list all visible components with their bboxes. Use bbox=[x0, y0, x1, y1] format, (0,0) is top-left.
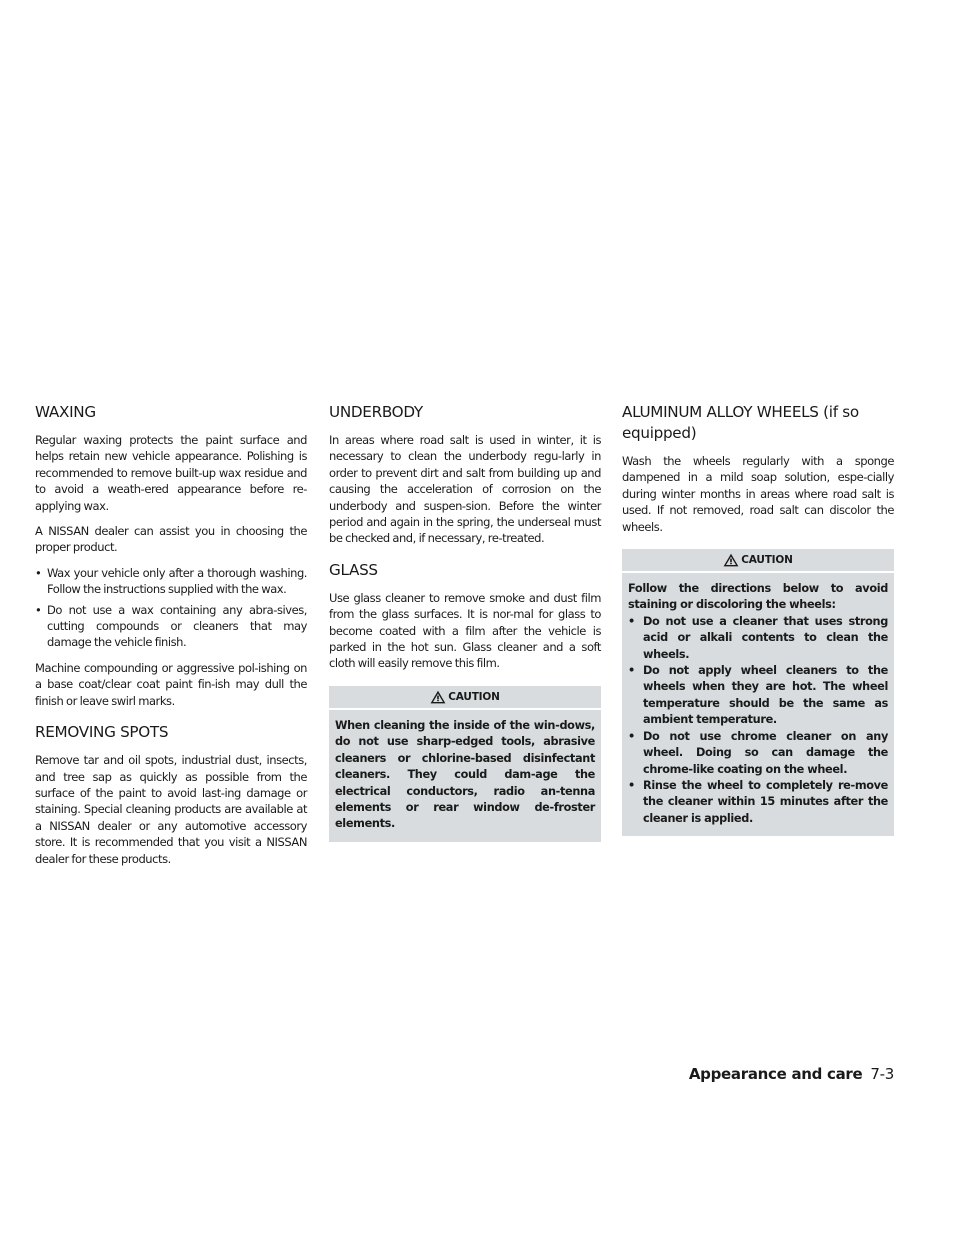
section-title-glass: GLASS bbox=[329, 560, 378, 579]
caution-box-wheels bbox=[622, 549, 894, 836]
caution-box-glass bbox=[329, 686, 601, 842]
wheels-paragraph-1: Wash the wheels regularly with a sponge dampened in a mild soap solution, espe-cially during winter months in areas where road salt is used. If not removed, road salt can discolor the wheels. bbox=[622, 454, 894, 534]
list-item bbox=[628, 729, 888, 778]
caution-text-glass: When cleaning the inside of the win-dows, do not use sharp-edged tools, abrasive cleaners or chlorine-based disinfectant cleaners. They could dam-age the electrical conductors, radio an-tenna elements or rear window de-froster elements. bbox=[335, 718, 595, 831]
page-footer bbox=[689, 1065, 894, 1083]
waxing-paragraph-2: A NISSAN dealer can assist you in choosing the proper product. bbox=[35, 524, 307, 555]
column-left bbox=[35, 402, 307, 876]
bullet-marker: • bbox=[628, 778, 635, 792]
underbody-paragraph-1: In areas where road salt is used in winter, it is necessary to clean the underbody regu-larly in order to prevent dirt and salt from building up and causing the acceleration of corrosion on the underbody and suspen-sion. Before the winter period and again in the spring, the underseal must be checked and, if necessary, re-treated. bbox=[329, 433, 601, 546]
waxing-paragraph-1: Regular waxing protects the paint surface and helps retain new vehicle appearance. Polishing is recommended to remove built-up wax residue and to avoid a weath-ered appearance before re-applying wax. bbox=[35, 433, 307, 513]
bullet-marker: • bbox=[628, 664, 635, 678]
waxing-bullet-list bbox=[35, 565, 307, 651]
caution-body bbox=[622, 573, 894, 836]
page-number: 7-3 bbox=[870, 1065, 894, 1083]
caution-bullet-3: Do not use chrome cleaner on any wheel. Doing so can damage the chrome-like coating on the wheel. bbox=[643, 729, 888, 776]
section-title-removing-spots: REMOVING SPOTS bbox=[35, 723, 169, 742]
footer-section-title: Appearance and care bbox=[688, 1065, 863, 1083]
bullet-marker: • bbox=[35, 565, 42, 580]
list-item bbox=[628, 614, 888, 663]
glass-paragraph-1: Use glass cleaner to remove smoke and dust film from the glass surfaces. It is nor-mal for glass to become coated with a film after the vehicle is parked in the hot sun. Glass cleaner and a soft cloth will easily remove this film. bbox=[329, 590, 601, 671]
list-item bbox=[35, 565, 307, 598]
warning-triangle-icon bbox=[723, 553, 739, 567]
list-item bbox=[35, 602, 307, 651]
list-item bbox=[628, 778, 888, 827]
section-title-aluminum-wheels: ALUMINUM ALLOY WHEELS (if so equipped) bbox=[622, 403, 859, 442]
list-item bbox=[628, 663, 888, 729]
caution-intro-wheels: Follow the directions below to avoid staining or discoloring the wheels: bbox=[628, 582, 888, 612]
caution-body bbox=[329, 710, 601, 842]
bullet-marker: • bbox=[35, 602, 42, 617]
bullet-marker: • bbox=[628, 729, 635, 743]
caution-label: CAUTION bbox=[741, 554, 793, 567]
caution-label: CAUTION bbox=[448, 690, 500, 703]
caution-header bbox=[329, 686, 601, 710]
bullet-marker: • bbox=[628, 614, 635, 628]
spots-paragraph-1: Remove tar and oil spots, industrial dust, insects, and tree sap as quickly as possible from the surface of the paint to avoid last-ing damage or staining. Special cleaning products are available at a NISSAN dealer or any automotive accessory store. It is recommended that you visit a NISSAN dealer for these products. bbox=[35, 753, 307, 866]
caution-header bbox=[622, 549, 894, 573]
waxing-bullet-2: Do not use a wax containing any abra-sives, cutting compounds or cleaners that may damage the vehicle finish. bbox=[47, 602, 307, 650]
caution-bullet-4: Rinse the wheel to completely re-move the cleaner within 15 minutes after the cleaner is applied. bbox=[643, 778, 888, 825]
column-middle bbox=[329, 402, 601, 842]
warning-triangle-icon bbox=[430, 690, 446, 704]
section-title-waxing: WAXING bbox=[35, 403, 96, 421]
waxing-bullet-1: Wax your vehicle only after a thorough washing. Follow the instructions supplied with the wax. bbox=[47, 565, 307, 597]
caution-bullet-list bbox=[628, 614, 888, 827]
column-right bbox=[622, 402, 894, 836]
caution-bullet-1: Do not use a cleaner that uses strong acid or alkali contents to clean the wheels. bbox=[643, 614, 888, 661]
section-title-underbody: UNDERBODY bbox=[329, 403, 423, 421]
caution-bullet-2: Do not apply wheel cleaners to the wheels when they are hot. The wheel temperature should be the same as ambient temperature. bbox=[643, 664, 888, 727]
waxing-paragraph-3: Machine compounding or aggressive pol-ishing on a base coat/clear coat paint fin-ish may dull the finish or leave swirl marks. bbox=[35, 660, 307, 708]
